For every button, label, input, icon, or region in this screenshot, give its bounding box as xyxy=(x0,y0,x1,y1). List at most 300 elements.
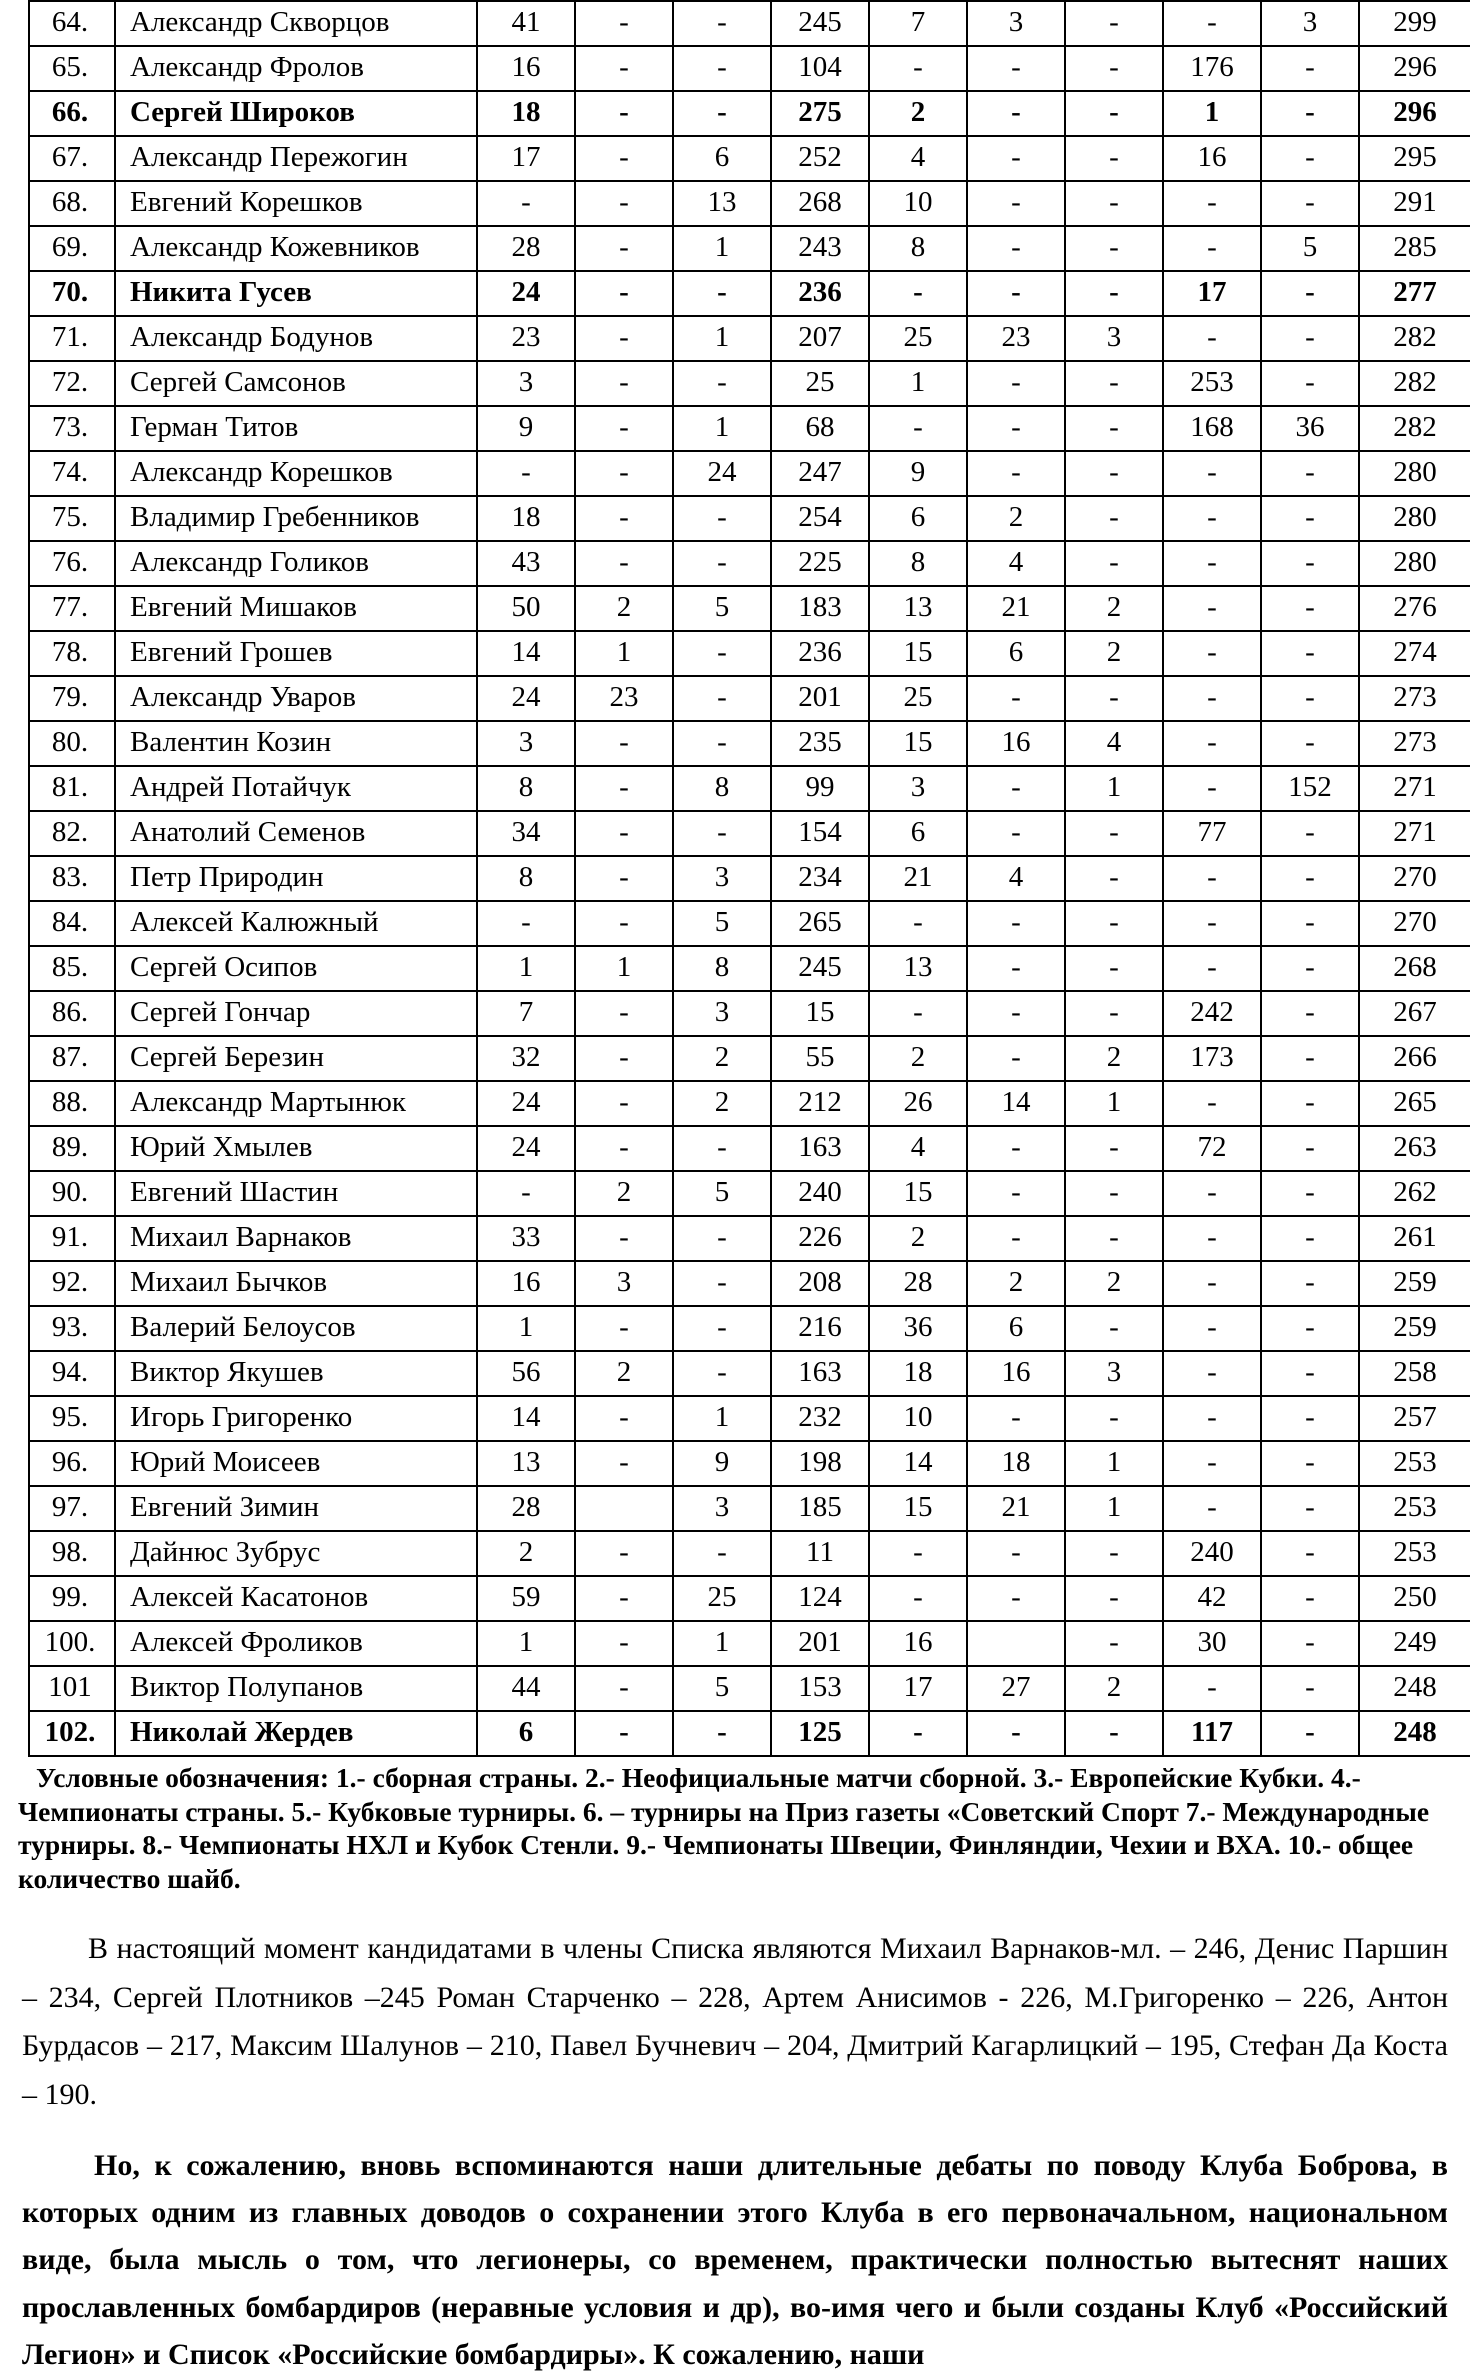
cell-rank: 93. xyxy=(29,1306,115,1351)
cell-rank: 73. xyxy=(29,406,115,451)
cell-c2: - xyxy=(575,1216,673,1261)
cell-player-name: Петр Природин xyxy=(115,856,477,901)
table-row xyxy=(29,451,1470,496)
cell-c5: 18 xyxy=(869,1351,967,1396)
cell-c2: - xyxy=(575,136,673,181)
cell-c2: - xyxy=(575,1531,673,1576)
table-row xyxy=(29,1621,1470,1666)
cell-c4: 236 xyxy=(771,631,869,676)
cell-c5: 3 xyxy=(869,766,967,811)
cell-c3: 24 xyxy=(673,451,771,496)
cell-total: 253 xyxy=(1359,1486,1470,1531)
cell-c4: 232 xyxy=(771,1396,869,1441)
cell-c4: 99 xyxy=(771,766,869,811)
cell-c1: 1 xyxy=(477,1621,575,1666)
cell-c2: 23 xyxy=(575,676,673,721)
table-row xyxy=(29,856,1470,901)
cell-c1: - xyxy=(477,1171,575,1216)
cell-total: 265 xyxy=(1359,1081,1470,1126)
cell-c5: 2 xyxy=(869,1216,967,1261)
cell-c7: - xyxy=(1065,901,1163,946)
cell-c3: 8 xyxy=(673,766,771,811)
cell-c8: - xyxy=(1163,1306,1261,1351)
cell-c1: 44 xyxy=(477,1666,575,1711)
cell-c3: - xyxy=(673,1306,771,1351)
cell-rank: 80. xyxy=(29,721,115,766)
cell-c7: - xyxy=(1065,1306,1163,1351)
table-row xyxy=(29,1441,1470,1486)
cell-c8: - xyxy=(1163,496,1261,541)
cell-c7: 4 xyxy=(1065,721,1163,766)
cell-c7: - xyxy=(1065,1621,1163,1666)
cell-c4: 11 xyxy=(771,1531,869,1576)
cell-c8: 253 xyxy=(1163,361,1261,406)
cell-rank: 98. xyxy=(29,1531,115,1576)
cell-c4: 153 xyxy=(771,1666,869,1711)
table-row xyxy=(29,181,1470,226)
cell-player-name: Дайнюс Зубрус xyxy=(115,1531,477,1576)
cell-c2: - xyxy=(575,1126,673,1171)
cell-total: 270 xyxy=(1359,901,1470,946)
cell-c2: - xyxy=(575,541,673,586)
cell-c5: - xyxy=(869,991,967,1036)
cell-c8: - xyxy=(1163,1666,1261,1711)
cell-player-name: Алексей Фроликов xyxy=(115,1621,477,1666)
cell-c1: 50 xyxy=(477,586,575,631)
cell-c5: 4 xyxy=(869,1126,967,1171)
cell-c8: 168 xyxy=(1163,406,1261,451)
cell-c6: 27 xyxy=(967,1666,1065,1711)
cell-c9: - xyxy=(1261,1351,1359,1396)
table-row xyxy=(29,1666,1470,1711)
cell-rank: 78. xyxy=(29,631,115,676)
cell-c7: - xyxy=(1065,991,1163,1036)
cell-c1: 32 xyxy=(477,1036,575,1081)
cell-c1: - xyxy=(477,181,575,226)
cell-c6: - xyxy=(967,1216,1065,1261)
legend-block xyxy=(0,1761,1470,1895)
cell-rank: 81. xyxy=(29,766,115,811)
cell-c6: - xyxy=(967,181,1065,226)
cell-c7: - xyxy=(1065,1,1163,46)
table-row xyxy=(29,766,1470,811)
cell-c6: 18 xyxy=(967,1441,1065,1486)
cell-c7: 2 xyxy=(1065,1261,1163,1306)
cell-c6: - xyxy=(967,1036,1065,1081)
cell-c9: - xyxy=(1261,1666,1359,1711)
cell-c7: 2 xyxy=(1065,1666,1163,1711)
cell-c5: 7 xyxy=(869,1,967,46)
cell-c9: 5 xyxy=(1261,226,1359,271)
cell-c2: - xyxy=(575,451,673,496)
cell-c6: 23 xyxy=(967,316,1065,361)
cell-total: 263 xyxy=(1359,1126,1470,1171)
cell-rank: 92. xyxy=(29,1261,115,1306)
cell-c6: - xyxy=(967,406,1065,451)
cell-c8: 117 xyxy=(1163,1711,1261,1756)
cell-c8: 16 xyxy=(1163,136,1261,181)
cell-c1: 17 xyxy=(477,136,575,181)
cell-total: 296 xyxy=(1359,46,1470,91)
cell-c3: 25 xyxy=(673,1576,771,1621)
cell-c3: 3 xyxy=(673,1486,771,1531)
cell-rank: 82. xyxy=(29,811,115,856)
cell-c4: 125 xyxy=(771,1711,869,1756)
cell-total: 296 xyxy=(1359,91,1470,136)
cell-c9: - xyxy=(1261,46,1359,91)
cell-player-name: Александр Бодунов xyxy=(115,316,477,361)
cell-c2: - xyxy=(575,811,673,856)
cell-c3: - xyxy=(673,1351,771,1396)
cell-player-name: Юрий Моисеев xyxy=(115,1441,477,1486)
table-row xyxy=(29,496,1470,541)
cell-c2: - xyxy=(575,271,673,316)
cell-rank: 68. xyxy=(29,181,115,226)
cell-c7: - xyxy=(1065,811,1163,856)
cell-total: 280 xyxy=(1359,451,1470,496)
cell-c5: - xyxy=(869,46,967,91)
cell-c4: 68 xyxy=(771,406,869,451)
cell-player-name: Александр Кожевников xyxy=(115,226,477,271)
cell-c8: - xyxy=(1163,586,1261,631)
cell-c9: - xyxy=(1261,496,1359,541)
cell-c6: - xyxy=(967,991,1065,1036)
cell-c5: 15 xyxy=(869,1486,967,1531)
cell-player-name: Сергей Широков xyxy=(115,91,477,136)
cell-c4: 163 xyxy=(771,1351,869,1396)
cell-c8: - xyxy=(1163,1261,1261,1306)
cell-c9: - xyxy=(1261,181,1359,226)
cell-c7: 3 xyxy=(1065,1351,1163,1396)
cell-c3: - xyxy=(673,1711,771,1756)
cell-player-name: Игорь Григоренко xyxy=(115,1396,477,1441)
cell-c8: - xyxy=(1163,946,1261,991)
cell-total: 270 xyxy=(1359,856,1470,901)
cell-c3: 5 xyxy=(673,1666,771,1711)
cell-c9: - xyxy=(1261,1486,1359,1531)
cell-c2: - xyxy=(575,856,673,901)
cell-c6: - xyxy=(967,811,1065,856)
table-row xyxy=(29,1711,1470,1756)
cell-c8: - xyxy=(1163,766,1261,811)
cell-c1: 9 xyxy=(477,406,575,451)
cell-c6: - xyxy=(967,136,1065,181)
cell-c5: 15 xyxy=(869,1171,967,1216)
cell-total: 276 xyxy=(1359,586,1470,631)
cell-player-name: Александр Корешков xyxy=(115,451,477,496)
cell-player-name: Сергей Самсонов xyxy=(115,361,477,406)
table-row xyxy=(29,136,1470,181)
cell-c9: - xyxy=(1261,721,1359,766)
cell-c5: - xyxy=(869,406,967,451)
cell-rank: 90. xyxy=(29,1171,115,1216)
cell-c2: - xyxy=(575,316,673,361)
scorers-table xyxy=(28,0,1470,1757)
cell-c3: - xyxy=(673,676,771,721)
cell-c9: - xyxy=(1261,316,1359,361)
cell-c2: - xyxy=(575,226,673,271)
cell-c7: 1 xyxy=(1065,1441,1163,1486)
cell-c1: 41 xyxy=(477,1,575,46)
cell-c6: - xyxy=(967,676,1065,721)
scorers-table-body xyxy=(29,1,1470,1756)
cell-total: 280 xyxy=(1359,496,1470,541)
cell-c8: - xyxy=(1163,1216,1261,1261)
cell-c6: - xyxy=(967,1576,1065,1621)
cell-rank: 74. xyxy=(29,451,115,496)
table-row xyxy=(29,91,1470,136)
cell-c8: 42 xyxy=(1163,1576,1261,1621)
cell-c3: - xyxy=(673,631,771,676)
cell-c8: 176 xyxy=(1163,46,1261,91)
cell-c5: 25 xyxy=(869,676,967,721)
cell-c2: 2 xyxy=(575,586,673,631)
cell-c3: 9 xyxy=(673,1441,771,1486)
table-row xyxy=(29,946,1470,991)
cell-c8: - xyxy=(1163,1,1261,46)
cell-c7: 1 xyxy=(1065,1486,1163,1531)
cell-c6: - xyxy=(967,46,1065,91)
cell-c8: - xyxy=(1163,316,1261,361)
cell-total: 271 xyxy=(1359,766,1470,811)
cell-c6: 6 xyxy=(967,631,1065,676)
cell-player-name: Алексей Калюжный xyxy=(115,901,477,946)
cell-c5: 6 xyxy=(869,811,967,856)
cell-c9: - xyxy=(1261,901,1359,946)
table-row xyxy=(29,1486,1470,1531)
cell-c7: - xyxy=(1065,946,1163,991)
cell-c4: 247 xyxy=(771,451,869,496)
cell-c8: - xyxy=(1163,451,1261,496)
table-row xyxy=(29,1351,1470,1396)
cell-player-name: Владимир Гребенников xyxy=(115,496,477,541)
cell-c3: 6 xyxy=(673,136,771,181)
cell-c6: 3 xyxy=(967,1,1065,46)
cell-rank: 88. xyxy=(29,1081,115,1126)
cell-c8: - xyxy=(1163,541,1261,586)
cell-c6: - xyxy=(967,1711,1065,1756)
cell-c2: 1 xyxy=(575,946,673,991)
cell-c6: - xyxy=(967,1531,1065,1576)
cell-c1: 23 xyxy=(477,316,575,361)
cell-c6: 16 xyxy=(967,1351,1065,1396)
cell-c3: - xyxy=(673,811,771,856)
cell-c2: - xyxy=(575,1621,673,1666)
cell-rank: 97. xyxy=(29,1486,115,1531)
cell-c4: 240 xyxy=(771,1171,869,1216)
cell-c2: - xyxy=(575,1306,673,1351)
cell-rank: 99. xyxy=(29,1576,115,1621)
cell-player-name: Николай Жердев xyxy=(115,1711,477,1756)
cell-c7: - xyxy=(1065,1576,1163,1621)
cell-c9: - xyxy=(1261,1441,1359,1486)
cell-c8: 240 xyxy=(1163,1531,1261,1576)
cell-c3: 1 xyxy=(673,226,771,271)
cell-rank: 95. xyxy=(29,1396,115,1441)
cell-c2: - xyxy=(575,1576,673,1621)
cell-rank: 77. xyxy=(29,586,115,631)
cell-rank: 71. xyxy=(29,316,115,361)
cell-c6: - xyxy=(967,1171,1065,1216)
cell-c2: 2 xyxy=(575,1351,673,1396)
cell-c7: - xyxy=(1065,1711,1163,1756)
cell-c9: - xyxy=(1261,91,1359,136)
cell-c2: - xyxy=(575,991,673,1036)
cell-c9: - xyxy=(1261,1216,1359,1261)
cell-rank: 101 xyxy=(29,1666,115,1711)
cell-c1: 28 xyxy=(477,1486,575,1531)
cell-c9: - xyxy=(1261,1081,1359,1126)
cell-rank: 69. xyxy=(29,226,115,271)
cell-c9: - xyxy=(1261,136,1359,181)
table-row xyxy=(29,586,1470,631)
cell-c1: 2 xyxy=(477,1531,575,1576)
cell-player-name: Евгений Зимин xyxy=(115,1486,477,1531)
cell-c9: - xyxy=(1261,811,1359,856)
cell-rank: 86. xyxy=(29,991,115,1036)
table-row xyxy=(29,901,1470,946)
cell-c6: 4 xyxy=(967,856,1065,901)
cell-c6 xyxy=(967,1621,1065,1666)
legend-text: Условные обозначения: 1.- сборная страны. 2.- Неофициальные матчи сборной. 3.- Европейские Кубки. 4.- Чемпионаты страны. 5.- Кубковые турниры. 6. – турниры на Приз газеты «Советский Спорт 7.- Международные турниры. 8.- Чемпионаты НХЛ и Кубок Стенли. 9.- Чемпионаты Швеции, Финляндии, Чехии и ВХА. 10.- общее количество шайб. xyxy=(18,1762,1430,1894)
cell-c7: - xyxy=(1065,91,1163,136)
cell-c8: - xyxy=(1163,856,1261,901)
cell-c6: - xyxy=(967,766,1065,811)
cell-c4: 183 xyxy=(771,586,869,631)
cell-player-name: Виктор Полупанов xyxy=(115,1666,477,1711)
cell-c7: - xyxy=(1065,226,1163,271)
cell-player-name: Сергей Осипов xyxy=(115,946,477,991)
cell-total: 273 xyxy=(1359,721,1470,766)
cell-player-name: Валерий Белоусов xyxy=(115,1306,477,1351)
cell-c2: - xyxy=(575,496,673,541)
cell-total: 299 xyxy=(1359,1,1470,46)
cell-c9: - xyxy=(1261,991,1359,1036)
cell-c4: 236 xyxy=(771,271,869,316)
cell-c7: - xyxy=(1065,676,1163,721)
cell-rank: 72. xyxy=(29,361,115,406)
cell-c8: 72 xyxy=(1163,1126,1261,1171)
table-row xyxy=(29,226,1470,271)
cell-c6: 16 xyxy=(967,721,1065,766)
cell-c5: 6 xyxy=(869,496,967,541)
cell-c7: - xyxy=(1065,1396,1163,1441)
cell-player-name: Виктор Якушев xyxy=(115,1351,477,1396)
cell-c5: 14 xyxy=(869,1441,967,1486)
cell-c1: 28 xyxy=(477,226,575,271)
cell-total: 282 xyxy=(1359,361,1470,406)
cell-total: 259 xyxy=(1359,1261,1470,1306)
cell-c5: 26 xyxy=(869,1081,967,1126)
cell-c3: 1 xyxy=(673,1396,771,1441)
cell-total: 285 xyxy=(1359,226,1470,271)
cell-rank: 83. xyxy=(29,856,115,901)
cell-c5: 10 xyxy=(869,1396,967,1441)
cell-c5: 2 xyxy=(869,91,967,136)
cell-c2: - xyxy=(575,91,673,136)
cell-rank: 94. xyxy=(29,1351,115,1396)
cell-c4: 201 xyxy=(771,676,869,721)
cell-c5: 15 xyxy=(869,721,967,766)
cell-c5: - xyxy=(869,1531,967,1576)
cell-c3: 1 xyxy=(673,1621,771,1666)
cell-rank: 85. xyxy=(29,946,115,991)
cell-c6: - xyxy=(967,271,1065,316)
cell-c6: 2 xyxy=(967,496,1065,541)
cell-c7: - xyxy=(1065,181,1163,226)
cell-total: 258 xyxy=(1359,1351,1470,1396)
cell-c5: - xyxy=(869,1711,967,1756)
cell-c7: - xyxy=(1065,541,1163,586)
cell-rank: 87. xyxy=(29,1036,115,1081)
cell-c9: - xyxy=(1261,271,1359,316)
cell-c1: 3 xyxy=(477,721,575,766)
cell-c1: 8 xyxy=(477,856,575,901)
table-row xyxy=(29,316,1470,361)
cell-c6: - xyxy=(967,1396,1065,1441)
cell-player-name: Юрий Хмылев xyxy=(115,1126,477,1171)
cell-c1: 24 xyxy=(477,1081,575,1126)
table-row xyxy=(29,676,1470,721)
cell-c4: 163 xyxy=(771,1126,869,1171)
cell-c3: - xyxy=(673,361,771,406)
cell-player-name: Сергей Березин xyxy=(115,1036,477,1081)
cell-c1: 1 xyxy=(477,1306,575,1351)
cell-c9: - xyxy=(1261,361,1359,406)
cell-c4: 235 xyxy=(771,721,869,766)
table-row xyxy=(29,1126,1470,1171)
cell-c9: - xyxy=(1261,586,1359,631)
table-row xyxy=(29,631,1470,676)
cell-c3: - xyxy=(673,91,771,136)
cell-total: 273 xyxy=(1359,676,1470,721)
cell-c9: - xyxy=(1261,631,1359,676)
cell-c5: - xyxy=(869,271,967,316)
cell-c8: - xyxy=(1163,1351,1261,1396)
cell-c2: - xyxy=(575,1081,673,1126)
cell-player-name: Валентин Козин xyxy=(115,721,477,766)
cell-c5: 17 xyxy=(869,1666,967,1711)
cell-c8: 242 xyxy=(1163,991,1261,1036)
cell-c9: - xyxy=(1261,1396,1359,1441)
cell-c8: 173 xyxy=(1163,1036,1261,1081)
cell-c2: - xyxy=(575,361,673,406)
cell-c3: - xyxy=(673,1261,771,1306)
cell-total: 257 xyxy=(1359,1396,1470,1441)
table-row xyxy=(29,1531,1470,1576)
cell-c9: - xyxy=(1261,856,1359,901)
cell-c1: 33 xyxy=(477,1216,575,1261)
cell-c5: 16 xyxy=(869,1621,967,1666)
cell-c2: - xyxy=(575,1711,673,1756)
cell-rank: 64. xyxy=(29,1,115,46)
cell-c5: 10 xyxy=(869,181,967,226)
cell-c4: 225 xyxy=(771,541,869,586)
cell-c1: 43 xyxy=(477,541,575,586)
cell-c5: 4 xyxy=(869,136,967,181)
cell-c5: 28 xyxy=(869,1261,967,1306)
table-row xyxy=(29,541,1470,586)
cell-c3: 3 xyxy=(673,856,771,901)
cell-player-name: Евгений Мишаков xyxy=(115,586,477,631)
cell-c2 xyxy=(575,1486,673,1531)
cell-c7: - xyxy=(1065,271,1163,316)
cell-rank: 65. xyxy=(29,46,115,91)
cell-total: 277 xyxy=(1359,271,1470,316)
cell-c4: 208 xyxy=(771,1261,869,1306)
cell-c8: - xyxy=(1163,1081,1261,1126)
cell-c9: - xyxy=(1261,676,1359,721)
